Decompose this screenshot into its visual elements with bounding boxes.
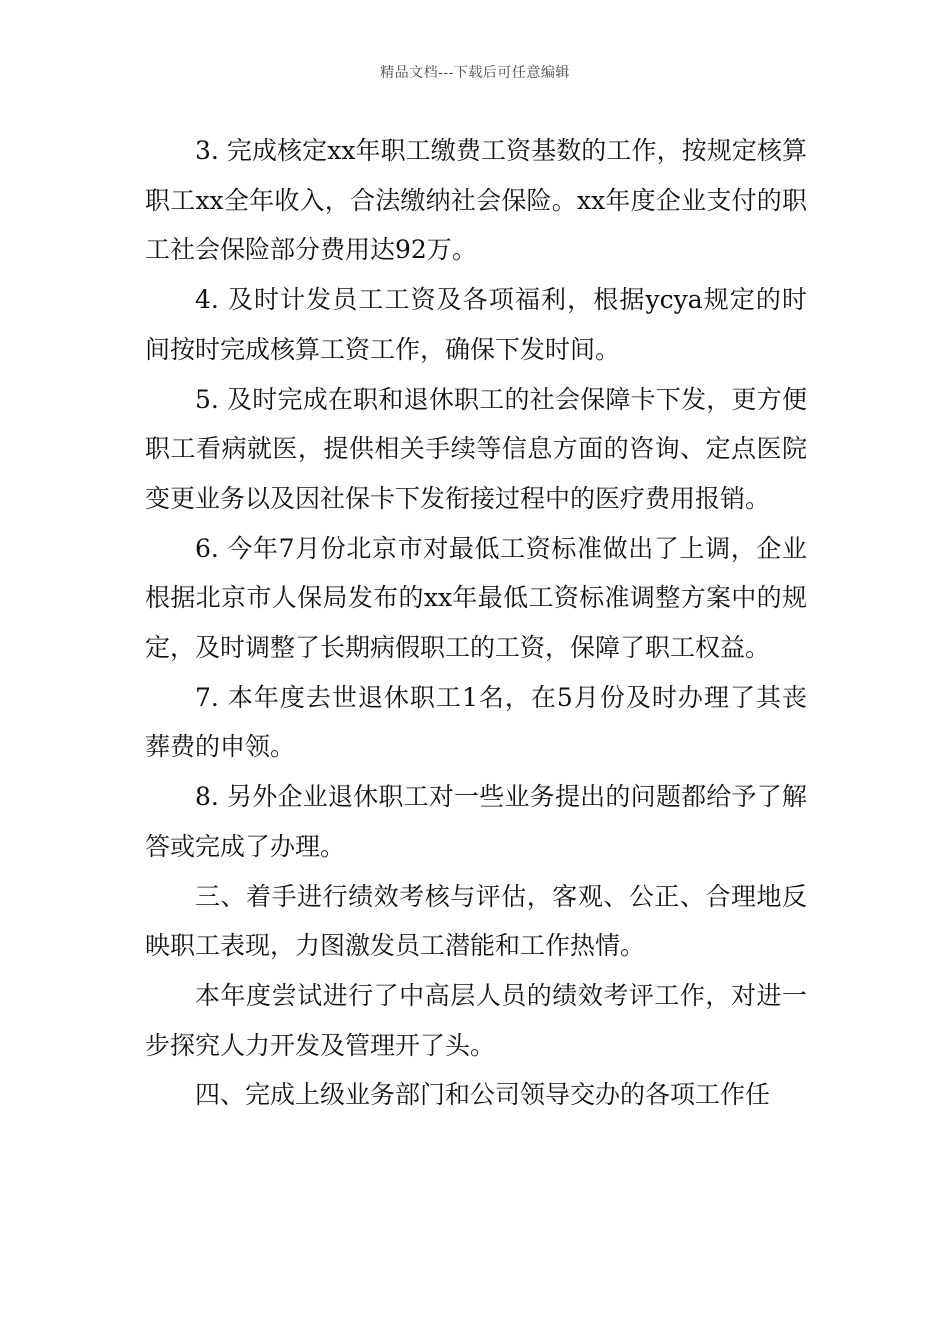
document-body xyxy=(145,126,807,1120)
paragraph-item-5: 5. 及时完成在职和退休职工的社会保障卡下发，更方便职工看病就医，提供相关手续等信息方面的咨询、定点医院变更业务以及因社保卡下发衔接过程中的医疗费用报销。 xyxy=(145,384,807,513)
paragraph-item-6: 6. 今年7月份北京市对最低工资标准做出了上调，企业根据北京市人保局发布的xx年最低工资标准调整方案中的规定，及时调整了长期病假职工的工资，保障了职工权益。 xyxy=(145,533,807,663)
paragraph-performance: 本年度尝试进行了中高层人员的绩效考评工作，对进一步探究人力开发及管理开了头。 xyxy=(145,980,807,1060)
section-heading-four: 四、完成上级业务部门和公司领导交办的各项工作任 xyxy=(195,1080,771,1110)
page-header: 精品文档---下载后可任意编辑 xyxy=(380,65,570,81)
paragraph-item-8: 8. 另外企业退休职工对一些业务提出的问题都给予了解答或完成了办理。 xyxy=(145,782,807,861)
paragraph-item-3: 3. 完成核定xx年职工缴费工资基数的工作，按规定核算职工xx全年收入，合法缴纳社会保险。xx年度企业支付的职工社会保险部分费用达92万。 xyxy=(145,136,807,265)
paragraph-item-7: 7. 本年度去世退休职工1名，在5月份及时办理了其丧葬费的申领。 xyxy=(145,682,807,762)
paragraph-item-4: 4. 及时计发员工工资及各项福利，根据ycya规定的时间按时完成核算工资工作，确保下发时间。 xyxy=(145,285,807,364)
section-heading-three: 三、着手进行绩效考核与评估，客观、公正、合理地反映职工表现，力图激发员工潜能和工作热情。 xyxy=(145,881,807,961)
